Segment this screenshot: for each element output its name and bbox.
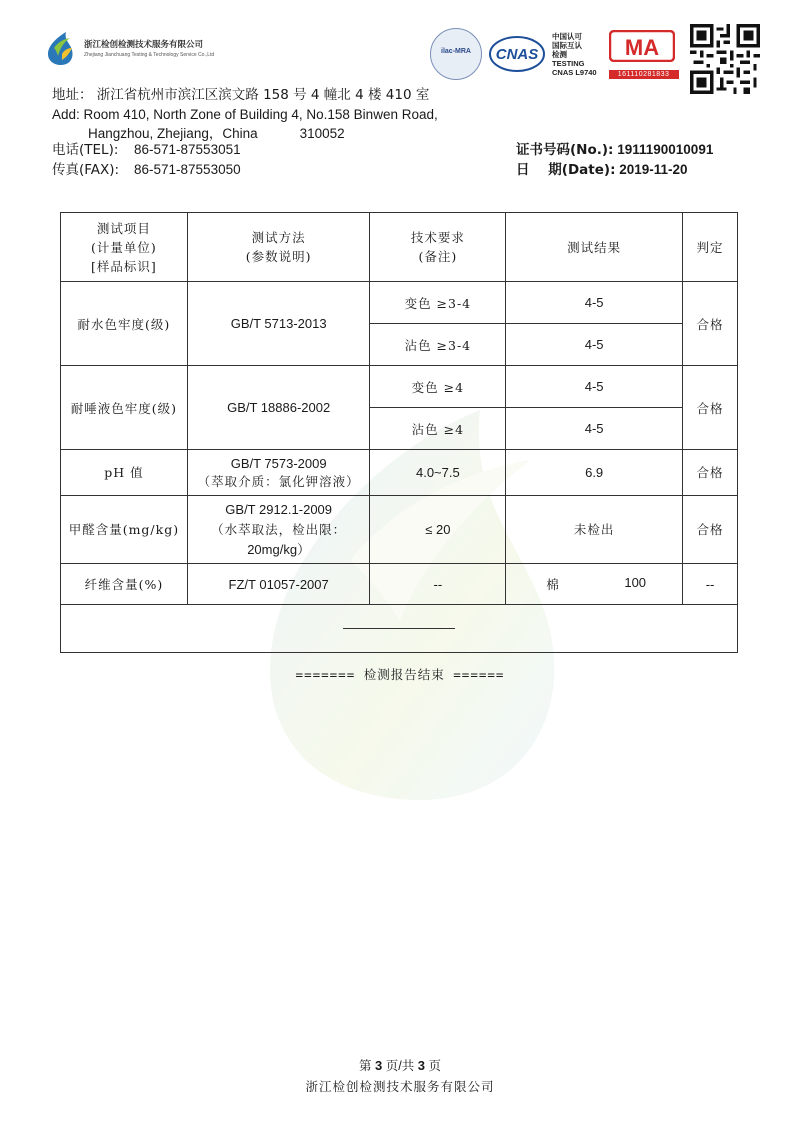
cnas-line: 检测 (552, 49, 567, 59)
row-saliva-method: GB/T 18886-2002 (187, 366, 370, 450)
header-method-line: (参数说明) (245, 249, 312, 264)
row-water-method: GB/T 5713-2013 (187, 282, 370, 366)
cnas-line: CNAS L9740 (552, 67, 597, 77)
certificate-no-label: 证书号码(No.): (516, 142, 614, 158)
header-verdict: 判定 (683, 213, 738, 282)
cma-number: 161110281833 (609, 70, 679, 79)
qr-code (690, 24, 760, 94)
header-method (187, 213, 370, 282)
table-blank-cell (61, 605, 738, 653)
row-formaldehyde-res: 未检出 (506, 496, 683, 564)
row-formaldehyde-method (187, 496, 370, 564)
footer-company: 浙江检创检测技术服务有限公司 (305, 1080, 495, 1094)
results-table (60, 212, 738, 653)
table-header-row (61, 213, 738, 282)
fax-label: 传真(FAX): (52, 162, 120, 178)
table-row (61, 282, 738, 324)
row-fiber-req: -- (370, 564, 506, 605)
company-logo (42, 30, 214, 66)
cnas-line: 国际互认 (552, 40, 582, 50)
row-fiber-res-label: 棉 (546, 577, 560, 592)
row-saliva-verdict: 合格 (683, 366, 738, 450)
cma-logo (609, 30, 675, 62)
table-blank-row (61, 605, 738, 653)
row-fiber-item: 纤维含量(%) (61, 564, 188, 605)
date-label: 日 期(Date): (516, 162, 616, 178)
row-ph-req: 4.0~7.5 (370, 450, 506, 496)
tel-value: 86-571-87553051 (134, 142, 241, 157)
header-item-line: [样品标识] (91, 258, 157, 274)
row-ph-method-line: （萃取介质：氯化钾溶液） (197, 473, 360, 489)
row-ph-method-line: GB/T 7573-2009 (230, 455, 327, 471)
row-ph-method (187, 450, 370, 496)
page-number-current: 3 (375, 1058, 383, 1073)
table-row (61, 496, 738, 564)
row-ph-item: pH 值 (61, 450, 188, 496)
tel-label: 电话(TEL): (52, 142, 119, 158)
company-name-en: Zhejiang Jianchuang Testing & Technology Service Co.,Ltd (84, 52, 215, 58)
row-water-req2: 沾色 ≥3-4 (370, 324, 506, 366)
company-logo-icon (42, 30, 78, 66)
row-ph-verdict: 合格 (683, 450, 738, 496)
header-result: 测试结果 (506, 213, 683, 282)
address-block (52, 86, 438, 143)
table-row (61, 366, 738, 408)
ilac-mra-label: ilac-MRA (441, 48, 471, 55)
row-water-item: 耐水色牢度(级) (61, 282, 188, 366)
certificate-block (516, 140, 713, 180)
cnas-logo (488, 34, 546, 74)
header-method-line: 测试方法 (251, 230, 306, 245)
row-formaldehyde-req: ≤ 20 (370, 496, 506, 564)
row-saliva-req2: 沾色 ≥4 (370, 408, 506, 450)
address-en-line2: Hangzhou, Zhejiang，China (88, 126, 258, 141)
row-saliva-req1: 变色 ≥4 (370, 366, 506, 408)
row-fiber-method: FZ/T 01057-2007 (187, 564, 370, 605)
blank-divider (343, 628, 455, 629)
page-number (0, 1056, 800, 1074)
ilac-mra-logo (430, 28, 482, 80)
cma-logo-text: MA (624, 34, 659, 60)
date-value: 2019-11-20 (619, 162, 688, 177)
page-number-mid: 页/共 (385, 1059, 415, 1073)
row-water-res1: 4-5 (506, 282, 683, 324)
header-item-line: 测试项目 (96, 220, 151, 236)
row-fiber-res-value: 100 (624, 575, 647, 590)
cma-mark (609, 30, 681, 79)
row-water-res2: 4-5 (506, 324, 683, 366)
row-saliva-res2: 4-5 (506, 408, 683, 450)
row-fiber-verdict: -- (683, 564, 738, 605)
row-fiber-res (506, 564, 683, 605)
report-end-marker: ======= 检测报告结束 ====== (295, 667, 505, 682)
row-formaldehyde-method-line: GB/T 2912.1-2009 (225, 501, 333, 517)
row-formaldehyde-method-line: （水萃取法，检出限： (211, 521, 347, 537)
address-postcode: 310052 (299, 126, 345, 141)
header-requirement (370, 213, 506, 282)
row-ph-res: 6.9 (506, 450, 683, 496)
table-row (61, 450, 738, 496)
row-formaldehyde-verdict: 合格 (683, 496, 738, 564)
cnas-line: 中国认可 (552, 31, 582, 41)
accreditation-marks (430, 28, 681, 80)
cnas-info (552, 32, 597, 77)
row-formaldehyde-item: 甲醛含量(mg/kg) (61, 496, 188, 564)
row-formaldehyde-method-line: 20mg/kg） (247, 541, 311, 557)
table-row (61, 564, 738, 605)
row-saliva-res1: 4-5 (506, 366, 683, 408)
row-water-req1: 变色 ≥3-4 (370, 282, 506, 324)
page-number-total: 3 (417, 1058, 425, 1073)
address-en-line1: Add: Room 410, North Zone of Building 4, No.158 Binwen Road, (52, 107, 438, 122)
page-number-prefix: 第 (359, 1059, 372, 1073)
page-number-suffix: 页 (428, 1059, 441, 1073)
cnas-logo-text: CNAS (495, 46, 539, 63)
company-name-cn: 浙江检创检测技术服务有限公司 (84, 40, 204, 50)
row-water-verdict: 合格 (683, 282, 738, 366)
address-cn: 地址： 浙江省杭州市滨江区滨文路 158 号 4 幢北 4 楼 410 室 (52, 87, 430, 103)
header-item (61, 213, 188, 282)
cnas-line: TESTING (552, 58, 585, 68)
header-requirement-line: (备注) (418, 249, 458, 264)
fax-value: 86-571-87553050 (134, 162, 241, 177)
header-item-line: (计量单位) (91, 239, 157, 255)
header-requirement-line: 技术要求 (410, 230, 465, 245)
row-saliva-item: 耐唾液色牢度(级) (61, 366, 188, 450)
certificate-no-value: 1911190010091 (617, 142, 714, 157)
contact-block (52, 140, 241, 180)
